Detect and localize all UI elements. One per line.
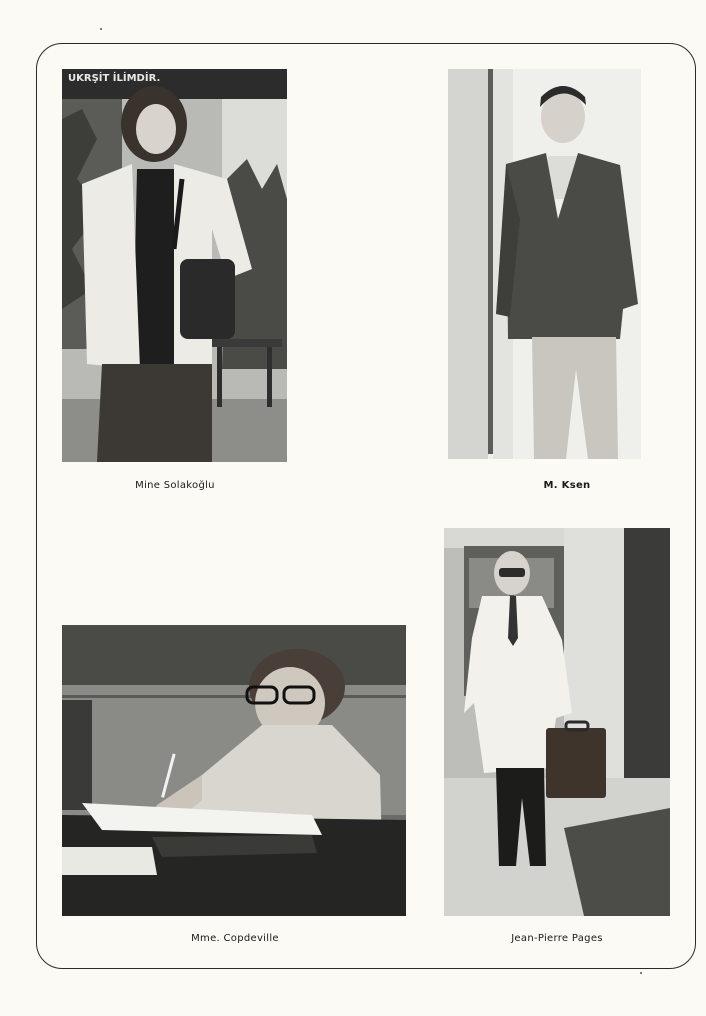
print-speck: [100, 28, 102, 30]
photo-mme-copdeville: [62, 625, 406, 916]
print-speck: [640, 972, 642, 974]
caption-mine-solakoglu: Mine Solakoğlu: [135, 480, 215, 491]
caption-mme-copdeville: Mme. Copdeville: [191, 933, 279, 944]
storefront-sign: UKRŞİT İLİMDİR.: [68, 73, 161, 84]
caption-jean-pierre-pages: Jean-Pierre Pages: [511, 933, 603, 944]
photo-m-ksen: [448, 69, 641, 459]
photo-jean-pierre-pages: [444, 528, 670, 916]
caption-m-ksen: M. Ksen: [543, 480, 591, 491]
photo-mine-solakoglu: [62, 69, 287, 462]
